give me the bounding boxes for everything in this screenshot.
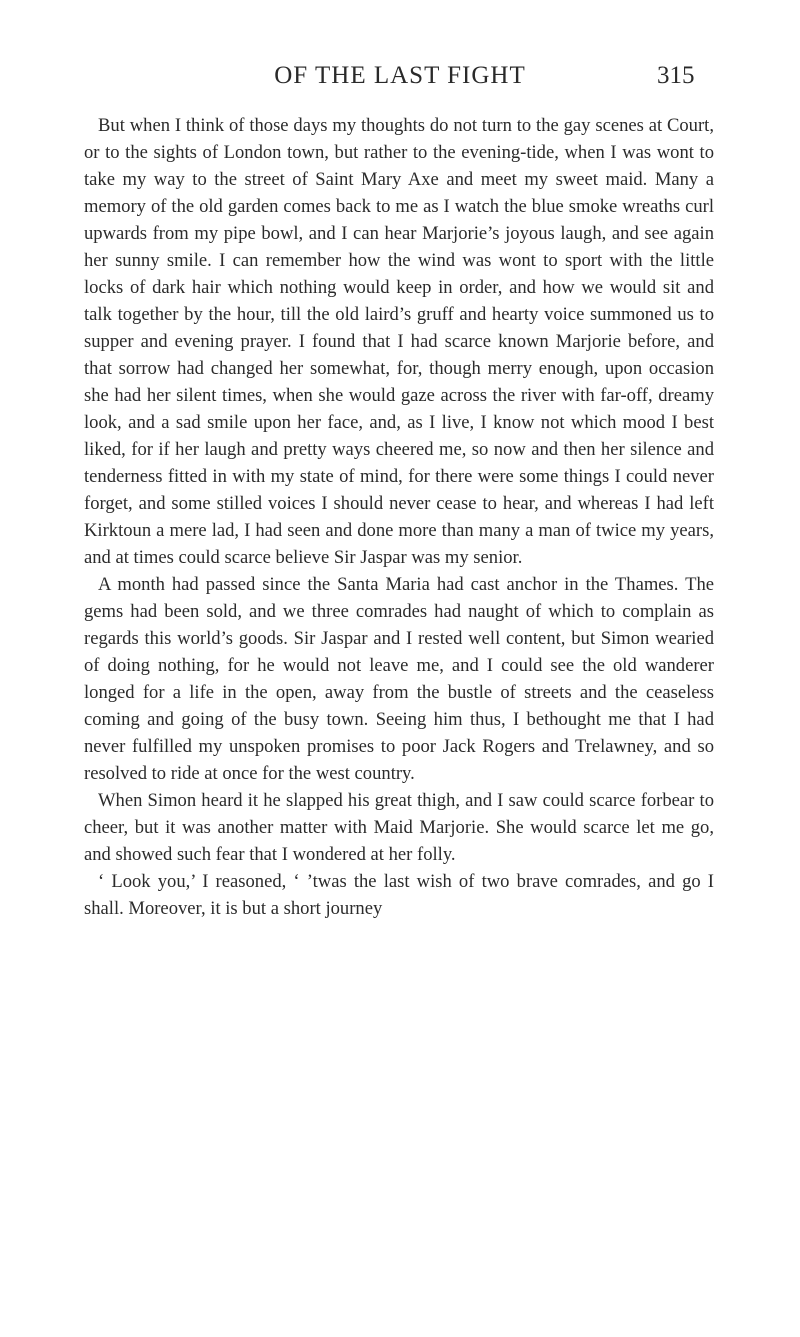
chapter-running-title: OF THE LAST FIGHT [274, 62, 526, 89]
paragraph: A month had passed since the Santa Maria had cast anchor in the Thames. The gems had been sold, and we three comrades had naught of which to complain as regards this world’s goods. Sir Jaspar and I rested well content, but Simon wearied of doing nothing, for he would not leave me, and I could see the old wanderer longed for a life in the open, away from the bustle of streets and the ceaseless coming and going of the busy town. Seeing him thus, I bethought me that I had never fulfilled my unspoken promises to poor Jack Rogers and Trelawney, and so resolved to ride at once for the west country. [84, 574, 714, 784]
paragraph: ‘ Look you,’ I reasoned, ‘ ’twas the last wish of two brave comrades, and go I shall. Moreover, it is but a short journey [84, 871, 714, 919]
paragraph: When Simon heard it he slapped his great thigh, and I saw could scarce forbear to cheer, but it was another matter with Maid Marjorie. She would scarce let me go, and showed such fear that I wondered at her folly. [84, 790, 714, 865]
page-number: 315 [657, 62, 695, 89]
body-text [84, 112, 714, 922]
paragraph: But when I think of those days my thoughts do not turn to the gay scenes at Court, or to the sights of London town, but rather to the evening-tide, when I was wont to take my way to the street of Saint Mary Axe and meet my sweet maid. Many a memory of the old garden comes back to me as I watch the blue smoke wreaths curl upwards from my pipe bowl, and I can hear Marjorie’s joyous laugh, and see again her sunny smile. I can remember how the wind was wont to sport with the little locks of dark hair which nothing would keep in order, and how we would sit and talk together by the hour, till the old laird’s gruff and hearty voice summoned us to supper and evening prayer. I found that I had scarce known Marjorie before, and that sorrow had changed her somewhat, for, though merry enough, upon occasion she had her silent times, when she would gaze across the river with far-off, dreamy look, and a sad smile upon her face, and, as I live, I know not which mood I best liked, for if her laugh and pretty ways cheered me, so now and then her silence and tenderness fitted in with my state of mind, for there were some things I could never forget, and some stilled voices I should never cease to hear, and whereas I had left Kirktoun a mere lad, I had seen and done more than many a man of twice my years, and at times could scarce believe Sir Jaspar was my senior. [84, 115, 714, 568]
running-head [0, 62, 800, 106]
